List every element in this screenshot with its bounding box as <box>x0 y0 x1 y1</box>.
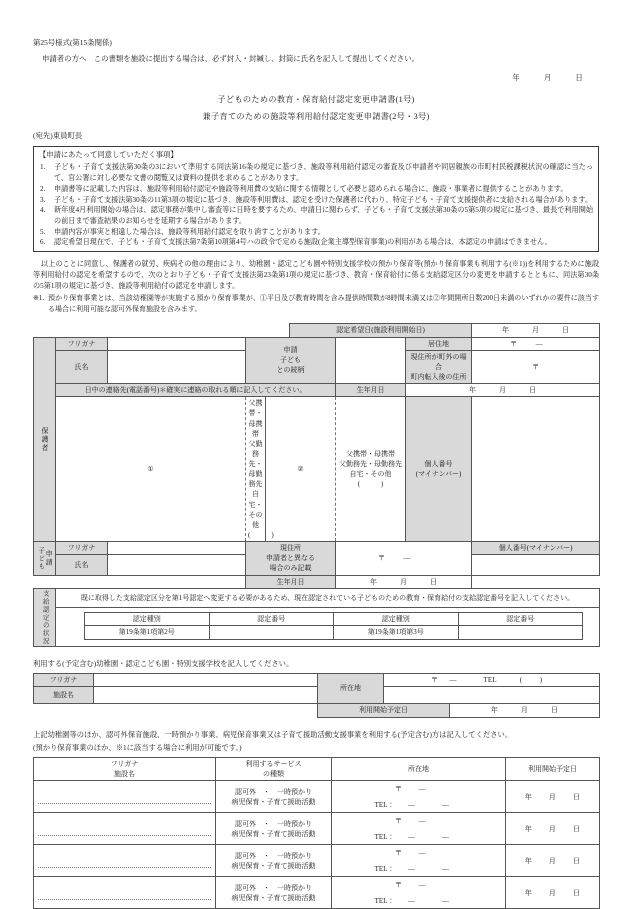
list-item-number: 2. <box>40 184 46 193</box>
child-furigana-input[interactable] <box>108 542 246 555</box>
facility-name-label: 施設名 <box>34 686 94 703</box>
start-year: 年 <box>524 888 533 897</box>
child-name-label: 氏名 <box>56 555 108 575</box>
start-day: 日 <box>572 792 581 801</box>
list-item-text: 認定希望日現在で、子ども・子育て支援法第7条第10項第4号ハの政令で定める施設(企業主導型保育事業)の利用がある場合は、本認定の申請はできません。 <box>54 238 552 247</box>
other-service-type[interactable]: 認可外 ・ 一時預かり 病児保育・子育て援助活動 <box>216 845 332 877</box>
start-month: 月 <box>548 888 557 897</box>
list-item-number: 3. <box>40 195 46 204</box>
list-item <box>38 205 593 226</box>
list-item-number: 6. <box>40 238 46 247</box>
child-vertical-label: 子ども 申請 <box>34 542 56 575</box>
postal-dash: ― <box>418 816 426 825</box>
tel-dash-1: ― <box>407 864 415 873</box>
date-year-label: 年 <box>512 73 520 83</box>
table-row <box>34 781 600 813</box>
table-row <box>34 757 600 780</box>
postal-mark: 〒 <box>395 848 402 857</box>
note-text: 預かり保育事業とは、当該幼稚園等が実施する預かり保育事業が、①平日及び教育時間を含み提供時間数が8時間未満又は②年間開所日数200日未満のいずれかの要件に該当する場合に利用可能な認可外保育施設を含みます。 <box>48 294 599 313</box>
facility-section-caption: 利用する(予定含む)幼稚園・認定こども園・特別支援学校を記入してください。 <box>33 659 294 669</box>
start-year: 年 <box>524 856 533 865</box>
child-mynumber-label: 個人番号(マイナンバー) <box>472 542 600 555</box>
start-year: 年 <box>524 792 533 801</box>
postal-mark: 〒 <box>532 362 540 371</box>
guardian-name-input[interactable] <box>108 350 246 383</box>
consent-list <box>38 162 593 248</box>
contact-2-input[interactable]: ② <box>266 397 336 542</box>
page-title: 子どものための教育・保育給付認定変更申請書(1号) <box>217 95 415 105</box>
status-header-type-1: 認定種別 <box>85 613 210 626</box>
other-start-date <box>506 877 600 909</box>
other-name-input[interactable] <box>34 877 216 909</box>
applicant-notice: 申請者の方へ この書類を施設に提出する場合は、必ず封入・封緘し、封筒に氏名を記入して提出してください。 <box>42 53 419 63</box>
cert-date-year: 年 <box>501 326 510 335</box>
tel-dash-1: ― <box>407 800 415 809</box>
status-table-wrapper <box>56 607 600 646</box>
list-item <box>38 237 593 248</box>
cert-date-value <box>472 324 600 337</box>
other-service-type[interactable]: 認可外 ・ 一時預かり 病児保育・子育て援助活動 <box>216 877 332 909</box>
postal-mark: 〒 <box>395 816 402 825</box>
note-mark: ※1. <box>33 294 45 303</box>
birth-value <box>406 384 600 397</box>
other-address-input[interactable] <box>332 877 506 909</box>
start-day: 日 <box>572 856 581 865</box>
status-table <box>84 612 583 639</box>
start-year: 年 <box>490 706 499 715</box>
other-services-table <box>33 757 600 909</box>
child-mynumber-input[interactable] <box>472 555 600 575</box>
spacer-cell <box>34 575 56 588</box>
facility-furigana-label: フリガナ <box>34 673 94 686</box>
tel-dash-2: ― <box>441 864 449 873</box>
spacer-cell <box>94 703 318 717</box>
facility-start-date-value <box>450 703 600 717</box>
other-header-start: 利用開始予定日 <box>506 757 600 780</box>
postal-mark: 〒 <box>431 675 439 684</box>
postal-mark: 〒 <box>510 339 518 348</box>
status-header-type-2: 認定種別 <box>334 613 459 626</box>
status-value-type-2: 第19条第1項第3号 <box>334 626 459 639</box>
other-header-service: 利用するサービス の種類 <box>216 757 332 780</box>
start-month: 月 <box>548 856 557 865</box>
table-row <box>85 613 583 626</box>
status-value-number-1[interactable] <box>209 626 334 639</box>
postal-dash: ― <box>418 848 426 857</box>
table-row <box>34 673 600 686</box>
list-item <box>38 195 593 206</box>
other-start-date <box>506 781 600 813</box>
facility-start-date-label: 利用開始予定日 <box>318 703 450 717</box>
table-row <box>34 588 600 607</box>
table-row <box>34 384 600 397</box>
other-header-name: フリガナ 施設名 <box>34 757 216 780</box>
list-item-number: 4. <box>40 206 46 215</box>
table-row <box>34 607 600 646</box>
other-name-input[interactable] <box>34 813 216 845</box>
tel-dash-1: ― <box>407 832 415 841</box>
facility-name-input[interactable] <box>94 686 318 703</box>
birth-month: 月 <box>498 386 507 395</box>
postal-dash: ― <box>535 339 543 348</box>
child-birth-month: 月 <box>399 577 408 586</box>
facility-address-label: 所在地 <box>318 673 384 703</box>
start-day: 日 <box>572 888 581 897</box>
guardian-vertical-label: 保護者 <box>34 337 56 542</box>
page-subtitle: 兼子育てのための施設等利用給付認定変更申請書(2号・3号) <box>202 112 430 122</box>
guardian-mynumber-input[interactable] <box>472 397 600 542</box>
list-item <box>38 162 593 183</box>
guardian-mynumber-label: 個人番号 (マイナンバー) <box>406 397 472 542</box>
facility-furigana-input[interactable] <box>94 673 318 686</box>
postal-dash: ― <box>403 554 411 563</box>
tel-label: TEL： <box>374 864 395 873</box>
form-number: 第25号様式(第15条関係) <box>33 38 112 47</box>
child-name-input[interactable] <box>108 555 246 575</box>
addressee: (宛先)東員町長 <box>33 130 83 140</box>
other-start-date <box>506 845 600 877</box>
residence-input[interactable] <box>472 337 600 350</box>
tel-dash-2: ― <box>441 832 449 841</box>
status-value-number-2[interactable] <box>458 626 583 639</box>
start-year: 年 <box>524 824 533 833</box>
other-service-type[interactable]: 認可外 ・ 一時預かり 病児保育・子育て援助活動 <box>216 813 332 845</box>
table-row <box>34 703 600 717</box>
list-item-text: 申請内容が事実と相違した場合は、施設等利用給付認定を取り消すことがあります。 <box>54 227 325 236</box>
table-row <box>34 877 600 909</box>
tel-dash-2: ― <box>441 800 449 809</box>
statement-note <box>33 293 599 314</box>
list-item <box>38 227 593 238</box>
birth-year: 年 <box>468 386 477 395</box>
relation-input[interactable] <box>336 337 406 384</box>
birth-label: 生年月日 <box>336 384 406 397</box>
residence-label: 居住地 <box>406 337 472 350</box>
spacer-cell <box>34 324 290 337</box>
spacer-cell <box>56 575 246 588</box>
table-row <box>34 575 600 588</box>
other-service-type[interactable]: 認可外 ・ 一時預かり 病児保育・子育て援助活動 <box>216 781 332 813</box>
table-row <box>34 845 600 877</box>
tel-label: TEL： <box>374 832 395 841</box>
moved-address-input[interactable] <box>472 350 600 383</box>
consent-heading: 【申請にあたって同意していただく事項】 <box>39 149 178 159</box>
child-birth-year: 年 <box>369 577 378 586</box>
other-name-input[interactable] <box>34 781 216 813</box>
submission-date-line <box>33 73 599 84</box>
tel-label: TEL： <box>374 800 395 809</box>
table-row <box>34 542 600 555</box>
table-row <box>34 324 600 337</box>
table-row <box>34 397 600 542</box>
start-month: 月 <box>520 706 529 715</box>
other-name-input[interactable] <box>34 845 216 877</box>
postal-dash: ― <box>418 880 426 889</box>
contact-1-input[interactable]: ① <box>56 397 246 542</box>
cert-date-label: 認定希望日(施設利用開始日) <box>290 324 472 337</box>
child-birth-day: 日 <box>429 577 438 586</box>
child-birth-value <box>336 575 472 588</box>
facility-table <box>33 673 600 718</box>
other-address-input[interactable] <box>332 781 506 813</box>
facility-address-input-2[interactable] <box>384 686 600 703</box>
start-month: 月 <box>548 824 557 833</box>
status-header-number-2: 認定番号 <box>458 613 583 626</box>
status-note: 既に取得した支給認定区分を第1号認定へ変更する必要があるため、現在認定されている子どものための教育・保育給付の支給認定番号を記入してください。 <box>56 588 600 607</box>
other-section-caption-2: (預かり保育事業のほか、※1に該当する場合に利用が可能です。) <box>33 743 242 753</box>
table-row <box>34 337 600 350</box>
other-address-input[interactable] <box>332 845 506 877</box>
birth-day: 日 <box>528 386 537 395</box>
status-value-type-1: 第19条第1項第2号 <box>85 626 210 639</box>
status-header-number-1: 認定番号 <box>209 613 334 626</box>
tel-paren-close: ) <box>539 675 543 684</box>
other-header-address: 所在地 <box>332 757 506 780</box>
applicant-table <box>33 323 600 647</box>
spacer-cell <box>34 703 94 717</box>
tel-dash-2: ― <box>441 896 449 905</box>
start-month: 月 <box>548 792 557 801</box>
list-item <box>38 184 593 195</box>
date-day-label: 日 <box>575 73 583 83</box>
list-item-text: 新年度4月利用開始の場合は、認定事務が集中し審査等に日時を要するため、申請日に関わらず、子ども・子育て支援法第30条の5第5項の規定に基づき、最長で利用開始の前日まで審査結果のお知らせを延期する場合があります。 <box>54 206 593 225</box>
list-item-text: 子ども・子育て支援法第30条の11第3項の規定に基づき、施設等利用費は、認定を受けた保護者に代わり、特定子ども・子育て支援提供者に支給される場合があります。 <box>54 195 592 204</box>
postal-mark: 〒 <box>378 554 386 563</box>
other-section-caption-1: 上記幼稚園等のほか、認可外保育施設、一時預かり事業、病児保育事業又は子育て援助活動支援事業を利用する(予定含む)方は記入してください。 <box>33 729 513 739</box>
start-day: 日 <box>550 706 559 715</box>
contact-1-options[interactable]: 父携帯・母携帯 父勤務先・母勤務先 自宅・その他( ) <box>246 397 266 542</box>
child-birth-label: 生年月日 <box>246 575 336 588</box>
postal-dash: ― <box>449 675 457 684</box>
postal-dash: ― <box>418 784 426 793</box>
start-day: 日 <box>572 824 581 833</box>
child-address-label: 現住所 申請者と異なる 場合のみ記載 <box>246 542 336 575</box>
status-vertical-label: 支給認定の状況 <box>34 588 56 646</box>
guardian-furigana-label: フリガナ <box>56 337 108 350</box>
postal-mark: 〒 <box>395 784 402 793</box>
tel-label: TEL <box>483 675 497 684</box>
list-item-text: 申請書等に記載した内容は、施設等利用給付認定や施設等利用費の支給に関する情報として必要と認められる場合に、施設・事業者に提供することがあります。 <box>54 184 568 193</box>
relation-label: 申請 子ども との続柄 <box>246 337 336 384</box>
table-row <box>34 813 600 845</box>
tel-dash-1: ― <box>407 896 415 905</box>
cert-date-month: 月 <box>531 326 540 335</box>
cert-date-day: 日 <box>561 326 570 335</box>
contact-header: 日中の連絡先(電話番号)＊確実に連絡の取れる順に記入してください。 <box>56 384 336 397</box>
consent-box <box>33 146 599 252</box>
date-month-label: 月 <box>543 73 552 83</box>
moved-address-label: 現住所が町外の場合 町内転入後の住所 <box>406 350 472 383</box>
other-start-date <box>506 813 600 845</box>
tel-paren-open: ( <box>519 675 523 684</box>
guardian-name-label: 氏名 <box>56 350 108 383</box>
list-item-number: 1. <box>40 163 46 172</box>
guardian-furigana-input[interactable] <box>108 337 246 350</box>
table-row <box>34 686 600 703</box>
spacer-cell <box>472 575 600 588</box>
list-item-text: 子ども・子育て支援法第30条の3において準用する同法第16条の規定に基づき、施設等利用給付認定の審査及び申請者や同居親族の市町村民税課税状況の確認に当たって、官公署に対し必要な文書の閲覧又は資料の提供を求めることがあります。 <box>54 163 593 183</box>
statement-paragraph: 以上のことに同意し、保護者の就労、疾病その他の理由により、幼稚園・認定こども園や特別支援学校の預かり保育等(預かり保育事業も利用する(※1))を利用するために施設等利用給付の認定を希望するので、次のとおり子ども・子育て支援法第23条第1項の規定に基づき、教育・保育給付に係る支給認定区分の変更を申請するとともに、同法第30条の5第1項の規定に基づき、施設等利用給付の認定を申請します。 <box>33 260 599 290</box>
postal-mark: 〒 <box>395 880 402 889</box>
facility-address-input[interactable] <box>384 673 600 686</box>
child-furigana-label: フリガナ <box>56 542 108 555</box>
tel-label: TEL： <box>374 896 395 905</box>
table-row <box>85 626 583 639</box>
contact-2-options[interactable]: 父携帯・母携帯 父勤務先・母勤務先 自宅・その他( ) <box>336 397 406 542</box>
other-address-input[interactable] <box>332 813 506 845</box>
child-address-input[interactable] <box>336 542 472 575</box>
list-item-number: 5. <box>40 227 46 236</box>
